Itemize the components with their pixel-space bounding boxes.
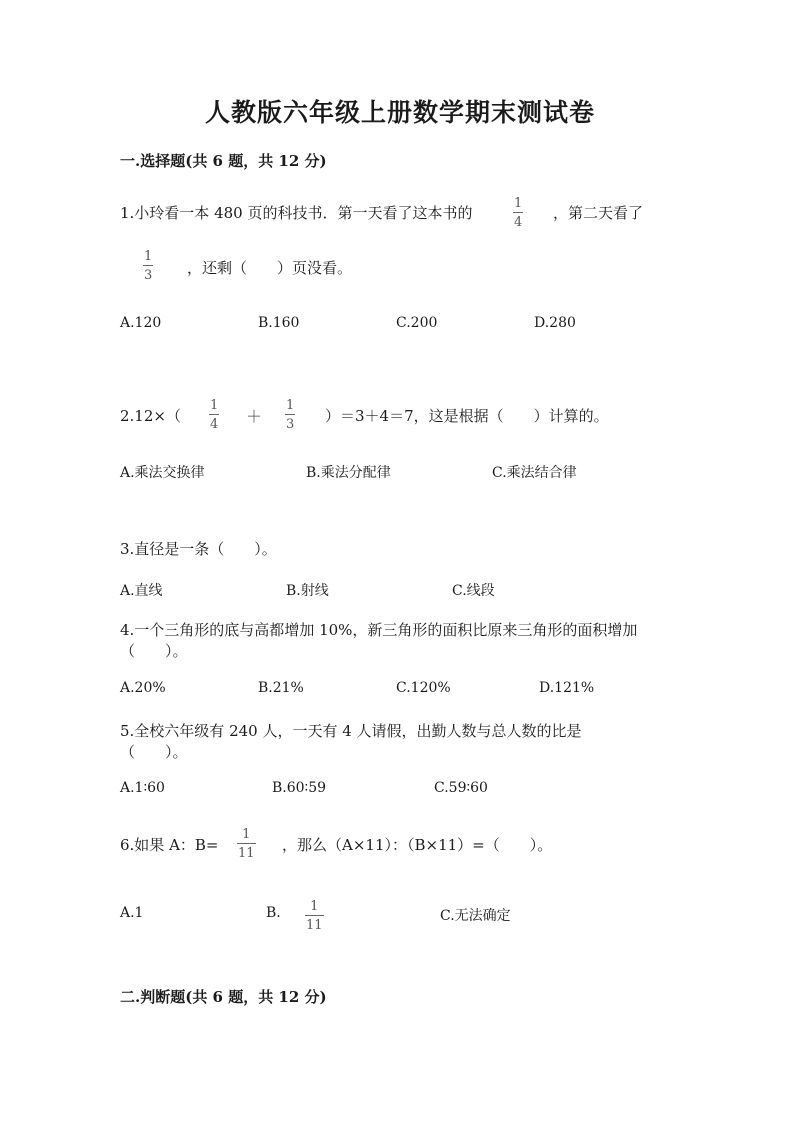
page-title: 人教版六年级上册数学期末测试卷 <box>204 98 595 127</box>
question-5-option-c: C.59∶60 <box>434 780 488 796</box>
question-6-option-b: B. <box>266 905 281 921</box>
question-3-option-b: B.射线 <box>286 583 329 599</box>
question-2-text-b: ）＝3＋4＝7，这是根据（ ）计算的。 <box>325 407 609 425</box>
question-1-fraction-1 <box>512 197 524 229</box>
question-1-option-b: B.160 <box>258 315 300 331</box>
question-6-fraction <box>236 828 257 860</box>
question-4-option-a: A.20% <box>120 680 166 696</box>
question-1-text-a: 1.小玲看一本 480 页的科技书．第一天看了这本书的 <box>120 204 473 222</box>
question-1-option-a: A.120 <box>120 315 162 331</box>
fraction-denominator: 4 <box>514 215 523 230</box>
fraction-denominator: 11 <box>238 846 255 861</box>
fraction-denominator: 3 <box>286 417 295 432</box>
question-3-option-a: A.直线 <box>120 583 163 599</box>
fraction-numerator: 1 <box>210 398 219 413</box>
question-3-option-c: C.线段 <box>452 583 495 599</box>
question-5-option-a: A.1∶60 <box>120 780 165 796</box>
question-6-option-b-fraction <box>304 900 325 932</box>
question-2-text-a: 2.12×（ <box>120 407 181 425</box>
question-1-option-c: C.200 <box>396 315 438 331</box>
plus-sign: ＋ <box>246 407 263 426</box>
question-6-option-a: A.1 <box>120 905 144 921</box>
question-1-option-d: D.280 <box>534 315 576 331</box>
question-1-text-c: ，还剩（ ）页没看。 <box>187 259 353 277</box>
question-6-text-a: 6.如果 A：B= <box>120 836 219 854</box>
fraction-numerator: 1 <box>514 196 523 211</box>
question-3-text: 3.直径是一条（ ）。 <box>120 540 277 558</box>
fraction-denominator: 3 <box>144 268 153 283</box>
question-4-line-2: （ ）。 <box>120 642 188 660</box>
fraction-numerator: 1 <box>144 249 153 264</box>
question-4-line-1: 4.一个三角形的底与高都增加 10%，新三角形的面积比原来三角形的面积增加 <box>120 621 638 639</box>
question-4-option-b: B.21% <box>258 680 304 696</box>
question-2-option-a: A.乘法交换律 <box>120 465 205 481</box>
question-4-option-d: D.121% <box>539 680 595 696</box>
fraction-numerator: 1 <box>242 827 251 842</box>
question-4-option-c: C.120% <box>396 680 451 696</box>
question-1-fraction-2 <box>142 250 154 282</box>
fraction-denominator: 11 <box>306 918 323 933</box>
question-2-option-c: C.乘法结合律 <box>492 465 577 481</box>
question-2-fraction-2 <box>284 399 296 431</box>
question-5-line-2: （ ）。 <box>120 743 188 761</box>
question-1-text-b: ，第二天看了 <box>553 204 644 222</box>
section-heading-judgement: 二.判断题(共 6 题，共 12 分) <box>120 988 327 1006</box>
section-heading-choice: 一.选择题(共 6 题，共 12 分) <box>120 152 327 170</box>
fraction-numerator: 1 <box>286 398 295 413</box>
fraction-denominator: 4 <box>210 417 219 432</box>
fraction-numerator: 1 <box>310 899 319 914</box>
question-5-option-b: B.60∶59 <box>272 780 327 796</box>
question-2-fraction-1 <box>208 399 220 431</box>
question-5-line-1: 5.全校六年级有 240 人，一天有 4 人请假，出勤人数与总人数的比是 <box>120 722 582 740</box>
question-6-option-c: C.无法确定 <box>440 908 511 924</box>
question-6-text-b: ，那么（A×11）：（B×11）=（ ）。 <box>282 836 553 854</box>
question-2-option-b: B.乘法分配律 <box>306 465 391 481</box>
